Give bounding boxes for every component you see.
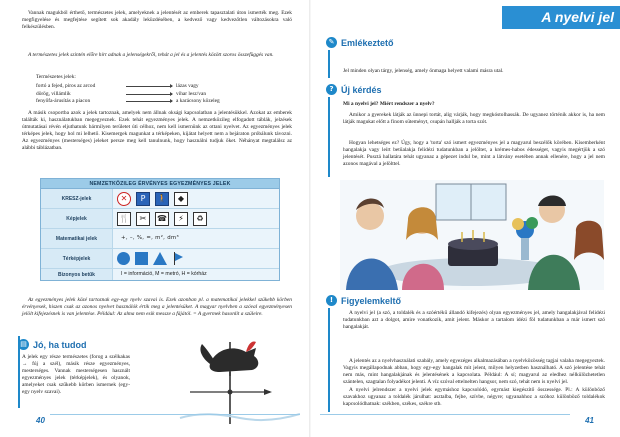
section-bar (328, 308, 330, 412)
example-sign: dörög, villámlik (36, 90, 71, 97)
parking-sign-icon: P (136, 192, 150, 206)
example-meaning: a karácsony közeleg (176, 98, 220, 104)
right-of-way-sign-icon: ◆ (174, 192, 188, 206)
emlekezteto-title: Emlékeztető (341, 37, 394, 48)
section-bar (328, 50, 330, 78)
figyelemkelto-paragraph-1: A nyelvi jel (a szó, a toldalék és a szóértékű állandó kifejezés) olyan egyezményes jel, amely hangalakjával felidézi tudatunkban azt a dolgot, amire vonatkozik, amit jelent. Máskor a tartalom idézi föl tudatunkban a már ismert szó hangalakját. (343, 310, 605, 330)
emlekezteto-text: Jel minden olyan tárgy, jelenség, amely önmaga helyett valami másra utal. (343, 68, 504, 74)
page-number-right: 41 (585, 416, 594, 425)
map-flag-icon (172, 252, 185, 265)
row-label: Bizonyos betűk (41, 269, 113, 280)
exclamation-icon: ! (326, 295, 337, 306)
recycle-icon: ♻ (193, 212, 207, 226)
left-paragraph-2: A természetes jelek szintén előre hírt adnak a jelenségekről, tehát a jel és a jelentés között szoros összefüggés van. (28, 52, 274, 58)
left-paragraph-4: Az egyezményes jelek közé tartoznak egy-egy nyelv szavai is. Ezek azonban pl. a matematikai jelekkel szükebb körben érvényesek, hiszen csak az azonos nyelvet használók értik meg a jelentésüket. A magyar nyelvben a szóval egyezményesen jelölt kifejezésnek is van jelentése. Például: Az alma nem esik messze a fájától. = A gyermek hasonlít a szüleire. (22, 297, 292, 317)
cutlery-icon: 🍴 (117, 212, 131, 226)
math-symbols: +, –, %, =, m², dm³ (121, 235, 179, 241)
right-page (310, 0, 620, 437)
chapter-title-banner: A nyelvi jel (502, 6, 620, 29)
pedestrian-crossing-icon: 🚶 (155, 192, 169, 206)
row-label: Térképjelek (41, 249, 113, 268)
example-row (36, 83, 266, 91)
table-row (41, 209, 279, 229)
figyelemkelto-heading (326, 295, 401, 306)
table-row (41, 249, 279, 269)
weathervane-illustration (160, 334, 300, 424)
book-icon: ▤ (18, 339, 29, 350)
natural-signs-examples (36, 83, 266, 106)
jo-ha-tudod-heading (18, 339, 87, 350)
conventional-signs-table (40, 178, 280, 281)
figyelemkelto-title: Figyelemkeltő (341, 295, 402, 306)
map-circle-icon (117, 252, 130, 265)
uj-kerdes-title: Új kérdés (341, 84, 382, 95)
example-row (36, 91, 266, 99)
example-row (36, 98, 266, 106)
uj-kerdes-paragraph-1: Amikor a gyerekek látják az ünnepi tortát, alig várják, hogy megkóstolhassák. De ugyanez történik akkor is, ha nem látják magukat előtt a finom süteményt, csupán hallják a torta szót. (343, 112, 605, 125)
map-mountain-icon (153, 252, 167, 265)
scissors-icon: ✂ (136, 212, 150, 226)
example-sign: fenyőfa-árusítás a piacon (36, 98, 91, 104)
uj-kerdes-heading (326, 84, 382, 95)
figyelemkelto-paragraph-2: A jelentés az a nyelvhasználati szabály, amely egyezéges alkalmazásában a nyelvközösség tagjai valaha megegyeztek. Vagyis megállapodnak abban, hogy egy-egy hangalak mit jelent, milyen helyzetben használható. A szó jelentése tehát nem más, mint hangalakjának és jelentésének a kapcsolata. Például: A sí; magyarul az eledhez nélkülözhetetlen szántelen, szagtalan folyadékot jelenti. A víz szóval ettelnelten hangsor, nem szó, tehát nem is nyelvi jel. (343, 358, 605, 385)
arrow-right-icon (126, 101, 172, 102)
jo-ha-tudod-text: A jelek egy része természetes (forog a szélkakas → fúj a szél), másik része egyezményes, mesterséges. Vannak mesterségesen használt egyezményes jelek (térképjelek), és olyanok, amelyeket csak szűkebb körben ismernek (egy-egy nyelv szavai). (22, 354, 130, 395)
page-number-left: 40 (36, 416, 45, 425)
page-footer-line (50, 414, 300, 415)
section-bar (328, 97, 330, 177)
table-row (41, 229, 279, 249)
table-row (41, 189, 279, 209)
arrow-right-icon (126, 94, 172, 95)
lightning-icon: ⚡ (174, 212, 188, 226)
map-square-icon (135, 252, 148, 265)
lightbulb-icon: ✎ (326, 37, 337, 48)
letter-abbreviations: I = információ, M = metró, H = kórház (121, 271, 207, 277)
figyelemkelto-paragraph-3: A nyelvi jelrendszer a nyelvi jelek egymáshoz kapcsolódó, egymást kiegészítő összessége. Pl.: A különböző szavakhoz ugyanaz a toldalék járulhat: asztalba, fejbe, szívbe, négyre; ugyanahhoz a szóhoz különböző toldalékok kapcsolódhatnak: székben, székes, székre stb. (343, 387, 605, 407)
table-title: NEMZETKÖZILEG ÉRVÉNYES EGYEZMÉNYES JELEK (41, 179, 279, 189)
uj-kerdes-question: Mi a nyelvi jel? Miért rendszer a nyelv? (343, 101, 435, 107)
left-paragraph-3: A másik csoportba azok a jelek tartoznak, amelyek nem állnak oksági kapcsolatban a jelentésükkel. Azokat az emberek találták ki, használatukban megegyeznek. Ezek tehát egyezményes jelek. A nemzetközileg elfogadott táblák, jelzések útmutatásai révén eljuthatunk bármilyen területet úti célhoz, nem kell ismernünk az ottani nyelvet. Az egyezményes jelek térképes jelek, hogy hol mi lelhető. Kisemergek magunkat a térképeken, kijátat helyett nem a bejáraton próbálunk távozni. Az egyezményes (mesterséges) jeleket persze meg kell tanulnunk, hogy használni tudjuk őket. Néhányat megtalálsz az alábbi táblázatban. (22, 110, 292, 151)
table-row (41, 269, 279, 280)
emlekezteto-heading (326, 37, 394, 48)
example-meaning: lázas vagy (176, 83, 199, 89)
question-icon: ? (326, 84, 337, 95)
uj-kerdes-paragraph-2: Hogyan lehetséges ez? Úgy, hogy a 'torta' szó ismert egyezményes jel a magyarul beszélők körében. Kisemberként hangalakja vagy leírt betűalakja felidézi tudatunkban a jelöltet, a krémes-habos édességet, vagyis megértjük a szó jelentését. Pusztá hallatára tehát ugyanaz a gépezet indul be, mint a látvány esetében annak ellenére, hogy a jel nem azonos magával a jelölttel. (343, 140, 605, 167)
page-footer-line (320, 414, 570, 415)
left-paragraph-1: Vannak magukból érthető, természetes jelek, amelyeknek a jelentését az emberek tapasztalati úton ismerték meg. Ezek megfigyelése és megfejtése segített sok akadály leküzdésében, a kedvező vagy kedvezőtlen változásokra való felkészülésben. (22, 10, 292, 30)
jo-ha-tudod-title: Jó, ha tudod (33, 339, 87, 350)
examples-title: Természetes jelek: (36, 74, 76, 80)
row-label: Matematikai jelek (41, 229, 113, 248)
example-meaning: vihar lesz/van (176, 90, 207, 97)
telephone-icon: ☎ (155, 212, 169, 226)
row-label: KRESZ-jelek (41, 189, 113, 208)
no-entry-sign-icon: ✕ (117, 192, 131, 206)
birthday-cake-illustration (340, 180, 604, 290)
example-sign: fortó a fejed, piros az arcod (36, 83, 96, 89)
row-label: Képjelek (41, 209, 113, 228)
arrow-right-icon (126, 86, 172, 87)
